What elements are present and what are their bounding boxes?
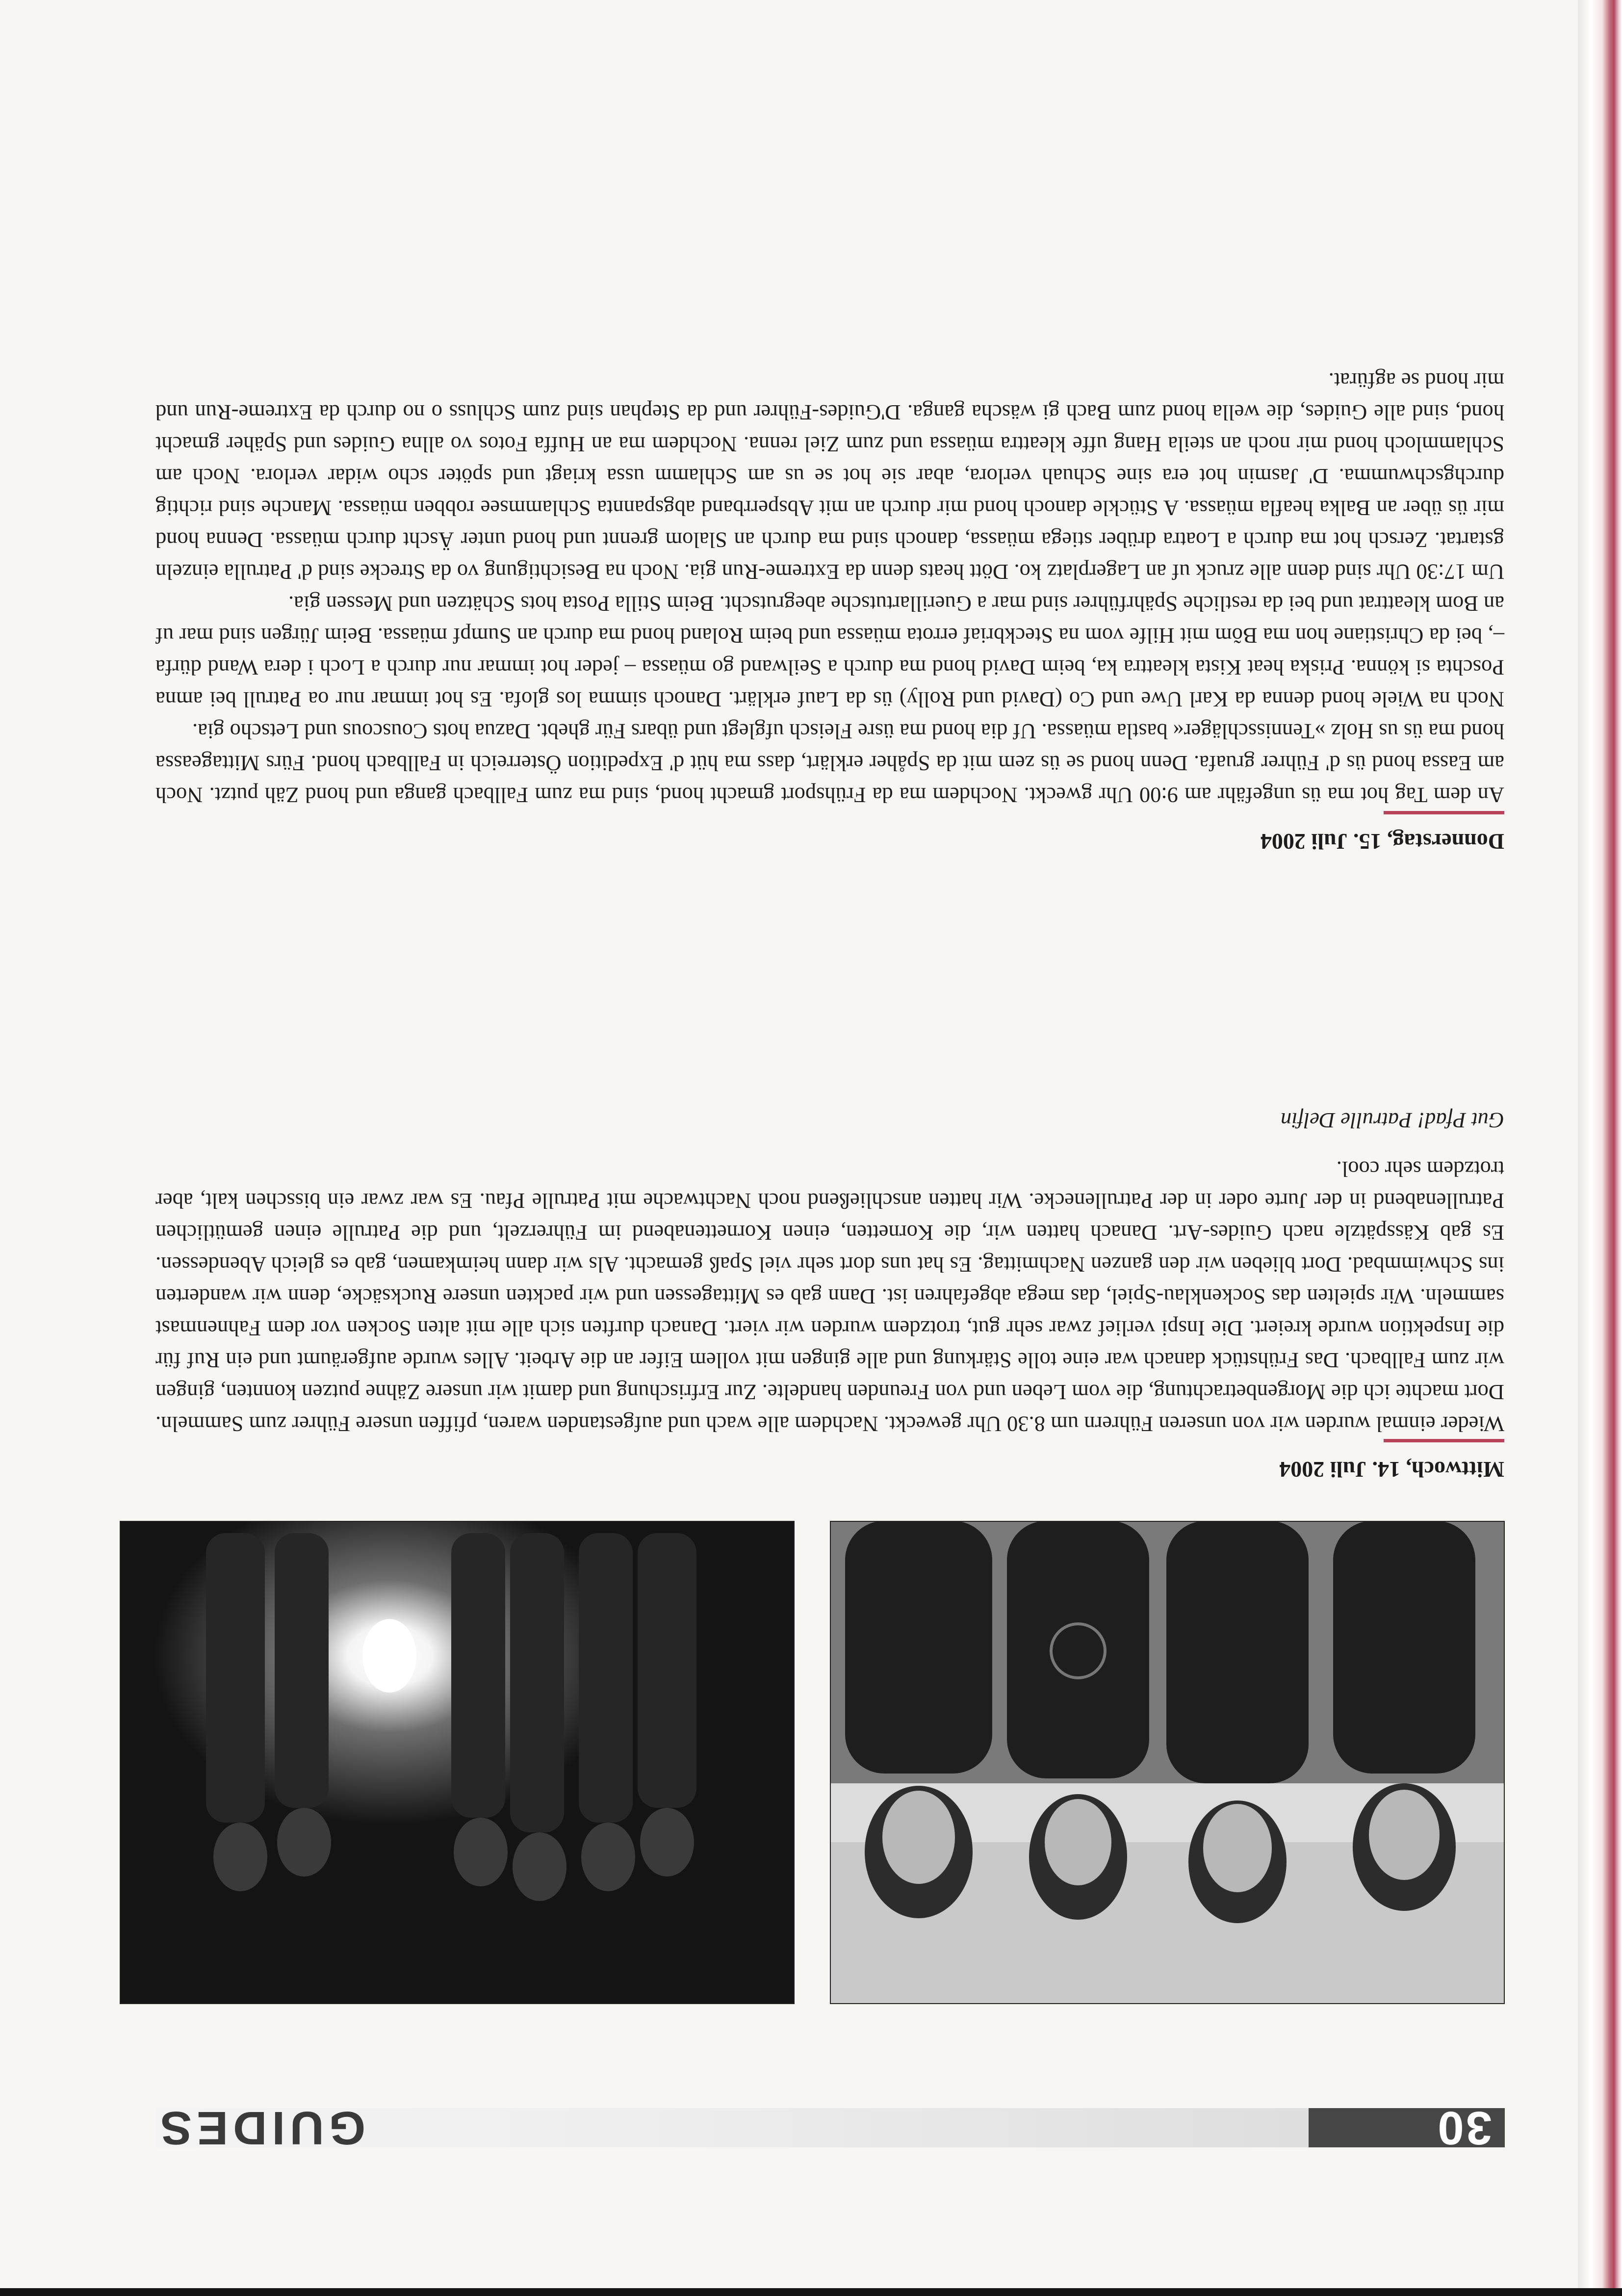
entry-paragraph: Wieder einmal wurden wir von unseren Führern um 8.30 Uhr geweckt. Nachdem alle wach und aufgestanden waren, pfiffen unsere Führer zum Sammeln. Dort machte ich die Morgenbetrachtung, die vom Leben und von Freunden handelte. Zur Erfrischung und damit wir unsere Zähne putzen konnten, gingen wir zum Fallbach. Das Frühstück danach war eine tolle Stärkung und alle gingen mit vollem Eifer an die Arbeit. Alles wurde aufgeräumt und ein Ruf für die Inspektion wurde kreiert. Die Inspi verlief zwar sehr gut, trotzdem wurden wir viert. Danach durften sich alle mit alten Socken vor dem Fahnenmast sammeln. Wir spielten das Sockenklau-Spiel, das mega abgefahren ist. Dann gab es Mittagessen und wir packten unsere Rucksäcke, denn wir wanderten ins Schwimmbad. Dort blieben wir den ganzen Nachmittag. Es hat uns dort sehr viel Spaß gemacht. Als wir dann heimkamen, gab es gleich Abendessen. Es gab Kässpätzle nach Guides-Art. Danach hatten wir, die Kornetten, einen Kornettenabend im Führerzelt, und die Patrulle einen gemütlichen Patrullenabend in der Jurte oder in der Patrullenecke. Wir hatten anschließend noch Nachtwache mit Patrulle Pfau. Es war zwar ein bisschen kalt, aber trotzdem sehr cool. <box>155 1157 1504 1436</box>
photo-night-lamp-icon <box>120 1521 795 2004</box>
photo-group-portrait-icon <box>830 1521 1505 2004</box>
page-number: 30 <box>1436 2102 1492 2154</box>
photo-night-lamp <box>120 1521 795 2004</box>
entry-heading-wednesday: Mittwoch, 14. Juli 2004 <box>1279 1457 1504 1482</box>
entry-body-thursday <box>155 365 1504 811</box>
heading-rule-thursday <box>1384 811 1504 814</box>
section-title: GUIDES <box>155 2102 366 2154</box>
entry-paragraph: An dem Tag hot ma üs ungefähr am 9:00 Uhr gweckt. Nochdem ma da Frühsport gmacht hond, sind ma zum Fallbach ganga und hond Zäh putzt. Noch am Eassa hond üs d' Führer gruafa. Denn hond se üs zem mit da Spåher erklärt, dass ma hüt d' Expedition Österreich in Fallbach hond. Fürs Mittageassa hond ma üs us Holz »Tennisschläger« bastla müassa. Uf dia hond ma üsre Fleisch ufglegt und übars Für ghebt. Dazua hots Couscous und Letscho gia. <box>155 719 1504 808</box>
scan-bottom-edge <box>0 2288 1622 2296</box>
entry-signature: Gut Pfad! Patrulle Delfin <box>1280 1108 1504 1133</box>
entry-heading-thursday: Donnerstag, 15. Juli 2004 <box>1260 829 1504 854</box>
entry-paragraph: Noch na Wiele hond denna da Karl Uwe und Co (David und Rolly) üs da Lauf erklärt. Danoch simma los glofa. Es hot immar nur oa Patrull bei amna Poschta si könna. Priska heat Kista kleattra ka, beim David hond ma durch a Seilwand go müassa – jeder hot immar nur durch a Loch i dera Wand dürfa –, bei da Christiane hon ma Bõm mit Hilfe vom na Steckbriaf errota müassa und beim Roland hond ma durch an Sumpf müassa. Beim Jürgen sind mar uf an Bom kleattrat und bei da restliche Spährführer sind mar a Guerillartutsche abegrutscht. Beim Stilla Posta hots Schätzen und Messen gia. <box>155 592 1504 712</box>
photo-group-portrait <box>830 1521 1505 2004</box>
entry-paragraph: Um 17:30 Uhr sind denn alle zruck uf an Lagerplatz ko. Dött heats denn da Extreme-Run gia. Noch na Besichtigung vo da Strecke sind d' Patrulla einzeln gstartat. Zersch hot ma durch a Loatra drüber stiega müassa, danoch sind ma durch an Slalom grennt und hond unter Äscht durch müassa. Denna hond mir üs über an Balka heafla müassa. A Stückle danoch hond mir durch an mit Absperrband abgspannta Schlammsee robben müassa. Manche sind richtig durchgschwumma. D' Jasmin hot era sine Schuah verlora, abar sie hot se us am Schlamm ussa kriagt und spöter scho widar verlora. Noch am Schlammloch hond mir noch an steila Hang uffe kleattra müassa und zum Ziel renna. Nochdem ma an Huffa Fotos vo allna Guides und Späher gmacht hond, sind alle Guides, die wella hond zum Bach gi wäscha ganga. D'Guides-Führer und da Stephan sind zum Schluss o no durch da Extreme-Run und mir hond se agfürat. <box>155 368 1504 584</box>
entry-body-wednesday <box>155 1104 1504 1440</box>
binding-edge <box>1578 0 1622 2296</box>
